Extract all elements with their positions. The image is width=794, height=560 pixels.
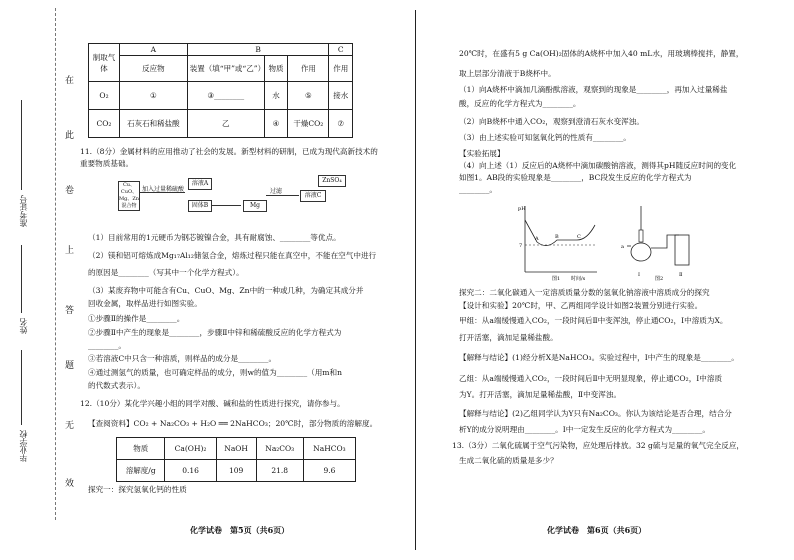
exam-number-label: 准考证号 [19,195,28,227]
diagram-box-znso4: ZnSO₄ [318,175,346,187]
q12-explore1: 探究一：探究氢氧化钙的性质 [88,485,187,494]
right-line: （4）向上述（1）反应后的A烧杯中滴加碳酸钠溶液，测得其pH随反应时间的变化 [459,161,737,170]
diagram-box-sample: Cu、CuO、Mg、Zn混合物 [119,182,140,209]
q11-line: （3）某废弃物中可能含有Cu、CuO、Mg、Zn中的一种或几种，为确定其成分并 [88,286,364,295]
right-line: 20℃时，在盛有5 g Ca(OH)₂固体的A烧杯中加入40 mL水，用玻璃棒搅拌，静置， [459,49,744,58]
q11-line: 的代数式表示）。 [88,381,145,390]
table-cell: ③________ [187,82,264,110]
gutter-char: 上 [63,245,73,254]
gutter-char: 此 [63,130,73,139]
right-line: 打开活塞，滴加足量稀盐酸。 [459,333,558,342]
right-line: ________。 [459,185,497,194]
table-header-cell: 反应物 [120,56,188,82]
table-cell: ⑤ [288,82,329,110]
table-cell: 干燥CO₂ [288,110,329,138]
solubility-header: NaHCO₃ [303,438,355,460]
fig1-axis-label: 时间/s [571,276,586,282]
school-line [21,350,22,425]
table-header-cell: 物质 [264,56,288,82]
q11-line: 回收金属，取样品进行如图实验。 [88,299,202,308]
fig2-label: Ⅱ [679,272,683,278]
fig2-label: Ⅰ [638,272,640,278]
table-cell: 水 [264,82,288,110]
page-divider [415,10,416,550]
right-line: 如图1。AB段的实验现象是________，BC段发生反应的化学方程式为 [459,173,692,182]
gas-preparation-table [88,43,353,138]
right-line: 【设计和实验】20℃时，甲、乙两组同学设计如图2装置分别进行实验。 [459,301,703,310]
table-header-cell: 作用 [329,56,353,82]
table-header-cell: B [187,44,329,56]
fig2-label: a [621,244,624,250]
table-cell: O₂ [89,82,120,110]
diagram-box-mg: Mg [243,200,267,212]
figure-1-ph-graph [517,200,717,282]
right-line: 析Y的成分说明理由________。Ⅰ中一定发生反应的化学方程式为________。 [459,425,711,434]
gutter-char: 无 [63,420,73,429]
binding-gutter [0,0,73,540]
diagram-box-solution-a: 溶液A [188,178,212,190]
table-header-cell: A [120,44,188,56]
name-line [21,245,22,313]
fig1-axis-label: pH [518,206,526,212]
left-page-footer: 化学试卷 第5页（共6页） [190,525,290,535]
solubility-header: 物质 [117,438,165,460]
right-line: 为Y。打开活塞，滴加足量稀盐酸，Ⅱ中变浑浊。 [459,390,622,399]
diagram-arrow [211,205,241,206]
right-line: （1）向A烧杯中滴加几滴酚酞溶液，观察到的现象是________，再加入过量稀盐 [459,85,728,94]
right-page [397,0,794,560]
solubility-value: 109 [216,460,256,482]
name-label: 姓名 [19,318,28,334]
table-header-cell: 作用 [288,56,329,82]
diagram-label: 过滤 [270,188,283,195]
q11-line: ③若溶液C中只含一种溶质，则样品的成分是________。 [88,354,277,363]
q11-line: ________。 [88,341,126,350]
solubility-row-label: 溶解度/g [117,460,165,482]
solubility-value: 21.8 [256,460,303,482]
fig1-point: B [555,234,559,240]
fig1-point: A [535,236,539,242]
table-cell: 石灰石和稀盐酸 [120,110,188,138]
right-line: （2）向B烧杯中通入CO₂，观察到澄清石灰水变浑浊。 [459,117,644,126]
right-line: 取上层部分清液于B烧杯中。 [459,69,556,78]
dashed-cut-line [55,8,56,520]
gutter-char: 卷 [63,185,73,194]
solubility-table [116,437,356,482]
solubility-header: Ca(OH)₂ [165,438,216,460]
right-line: 【实验拓展】 [459,149,505,158]
q11-line: ④通过测氢气的质量，也可确定样品的成分，则w的值为________（用m和n [88,368,342,377]
q11-line: ②步骤Ⅱ中产生的现象是________，步骤Ⅱ中锌和稀硫酸反应的化学方程式为 [88,328,342,337]
gutter-char: 效 [63,478,73,487]
right-line: 酸，反应的化学方程式为________。 [459,99,581,108]
q12-title: 12.（10分）某化学兴趣小组的同学对酸、碱和盐的性质进行探究，请你参与。 [80,399,345,408]
q12-info: 【查阅资料】CO₂ + Na₂CO₃ + H₂O ══ 2NaHCO₃；20℃时，部分物质的溶解度。 [88,419,378,428]
right-line: 【解释与结论】(1)经分析X是NaHCO₃。实验过程中，Ⅰ中产生的现象是________。 [459,353,739,362]
q13-line: 13.（3分）二氧化硫属于空气污染物，应处理后排放。32 g硫与足量的氧气完全反应， [452,441,745,450]
fig1-caption: 图1 [552,276,561,282]
diagram-label: 加入过量稀硫酸 [142,186,185,193]
q11-title: 11.（8分）金属材料的应用推动了社会的发展。新型材料的研制，已成为现代高新技术的重要物质基础。 [80,147,378,168]
table-header-cell: 装置（填“甲”或“乙”） [187,56,264,82]
right-line: 探究二：二氧化碳通入一定溶质质量分数的氢氧化钠溶液中溶质成分的探究 [459,288,710,297]
exam-number-line [21,100,22,190]
right-line: 甲组：从a端缓慢通入CO₂，一段时间后Ⅱ中变浑浊，停止通CO₂，Ⅰ中溶质为X。 [459,316,728,325]
table-header-cell: 制取气体 [89,44,120,82]
right-line: 【解释与结论】(2)乙组同学认为Y只有Na₂CO₃。你认为该结论是否合理，结合分 [459,409,732,418]
table-header-cell: C [329,44,353,56]
solubility-header: NaOH [216,438,256,460]
q13-line: 生成二氧化硫的质量是多少？ [459,456,558,465]
solubility-header: Na₂CO₃ [256,438,303,460]
gutter-char: 在 [63,75,73,84]
right-page-footer: 化学试卷 第6页（共6页） [547,525,647,535]
right-line: 乙组：从a端缓慢通入CO₂，一段时间后Ⅱ中无明显现象，停止通CO₂，Ⅰ中溶质 [459,374,723,383]
fig1-point: C [577,234,581,240]
gutter-char: 题 [63,360,73,369]
diagram-box-solution-c: 溶液C [300,190,326,202]
school-label: 毕业学校 [19,430,28,462]
q11-line: （2）镁和铝可熔炼成Mg₁₇Al₁₂储氢合金，熔炼过程只能在真空中，不能在空气中进行 [88,251,377,260]
q11-line: 的原因是________（写其中一个化学方程式）。 [88,268,244,277]
q11-line: （1）目前常用的1元硬币为钢芯镀镍合金，具有耐腐蚀、________等优点。 [88,233,341,242]
solubility-value: 0.16 [165,460,216,482]
table-cell: 接水 [329,82,353,110]
diagram-box-solid-b: 固体B [188,200,212,212]
fig1-tick: 7 [519,243,523,249]
table-cell: 乙 [187,110,264,138]
right-line: （3）由上述实验可知氢氧化钙的性质有________。 [459,133,631,142]
solubility-value: 9.6 [303,460,355,482]
table-cell: ① [120,82,188,110]
table-cell: CO₂ [89,110,120,138]
table-cell: ④ [264,110,288,138]
fig2-caption: 图2 [655,276,664,282]
table-cell: ⑦ [329,110,353,138]
gutter-char: 答 [63,305,73,314]
q11-line: ①步骤Ⅱ的操作是________。 [88,314,185,323]
